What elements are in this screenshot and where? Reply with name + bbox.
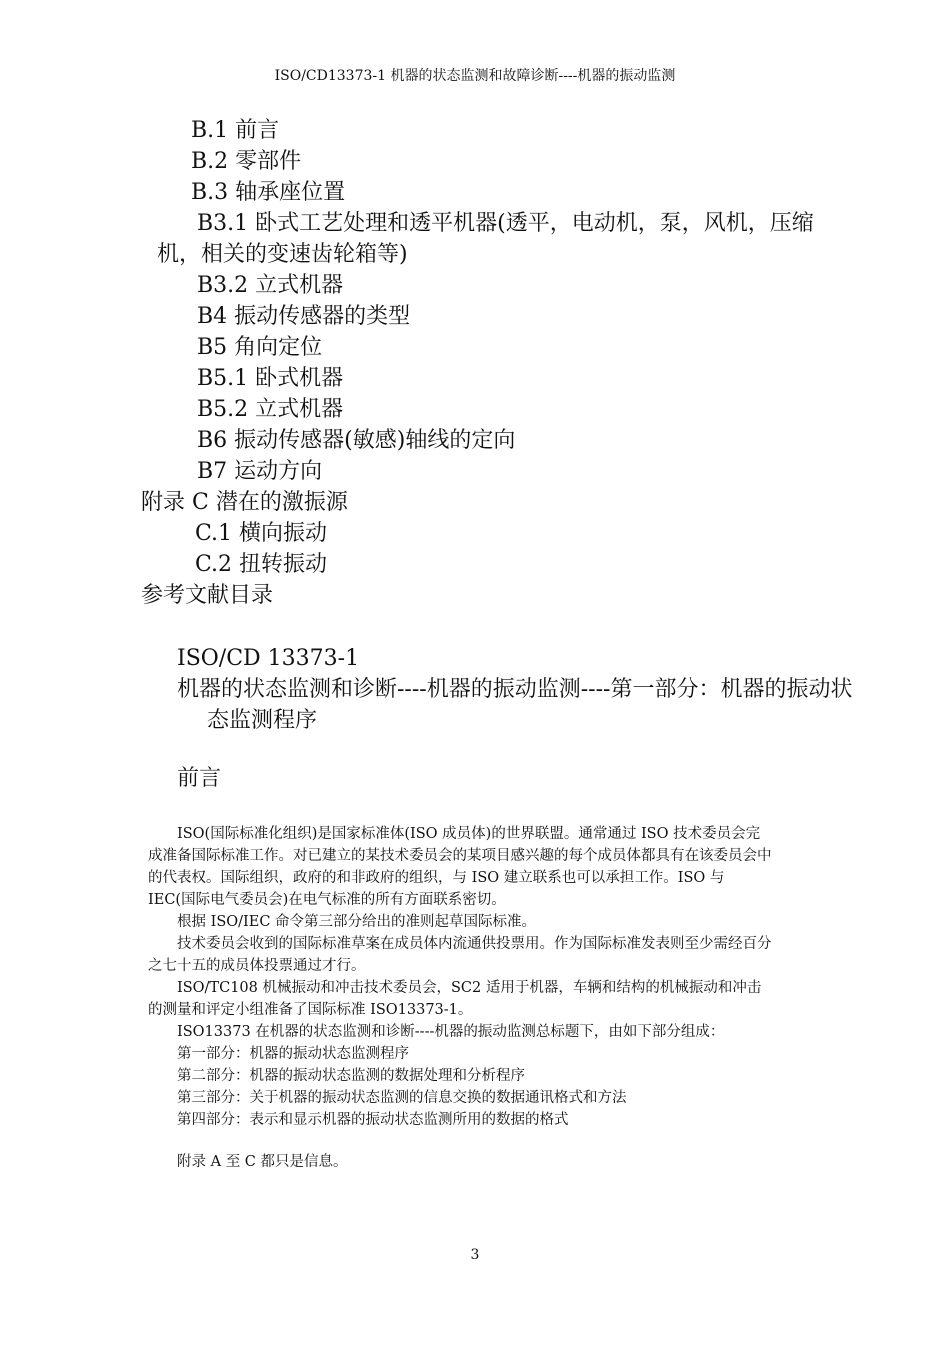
toc-item-b7: B7 运动方向	[197, 459, 323, 484]
toc-item-b5: B5 角向定位	[197, 335, 323, 360]
foreword-part-1: 第一部分：机器的振动状态监测程序	[177, 1046, 409, 1062]
document-code: ISO/CD 13373-1	[177, 646, 360, 671]
foreword-part-2: 第二部分：机器的振动状态监测的数据处理和分析程序	[177, 1068, 525, 1084]
toc-item-bibliography: 参考文献目录	[141, 583, 274, 608]
toc-item-c1: C.1 横向振动	[195, 521, 328, 546]
foreword-annex-note: 附录 A 至 C 都只是信息。	[177, 1154, 348, 1170]
toc-item-b6: B6 振动传感器(敏感)轴线的定向	[197, 428, 516, 453]
foreword-part-4: 第四部分：表示和显示机器的振动状态监测所用的数据的格式	[177, 1112, 569, 1128]
toc-item-b5-2: B5.2 立式机器	[197, 397, 344, 422]
foreword-paragraph-committee: ISO/TC108 机械振动和冲击技术委员会，SC2 适用于机器，车辆和结构的机械振动和冲击的测量和评定小组准备了国际标准 ISO13373-1。	[148, 980, 762, 1018]
toc-item-c2: C.2 扭转振动	[195, 552, 328, 577]
toc-item-b5-1: B5.1 卧式机器	[197, 366, 344, 391]
foreword-paragraph-voting: 技术委员会收到的国际标准草案在成员体内流通供投票用。作为国际标准发表则至少需经百分之七十五的成员体投票通过才行。	[148, 936, 772, 974]
foreword-paragraph-structure: ISO13373 在机器的状态监测和诊断----机器的振动监测总标题下，由如下部分组成：	[177, 1024, 725, 1040]
toc-item-b3-1: B3.1 卧式工艺处理和透平机器(透平，电动机，泵，风机，压缩机，相关的变速齿轮箱等)	[157, 211, 814, 267]
foreword-heading: 前言	[177, 766, 222, 791]
toc-item-b2: B.2 零部件	[191, 149, 302, 174]
toc-item-b3-2: B3.2 立式机器	[197, 273, 344, 298]
foreword-body	[148, 823, 773, 1173]
page-number: 3	[470, 1247, 480, 1263]
paragraph-spacer	[148, 1131, 773, 1151]
toc-item-b4: B4 振动传感器的类型	[197, 304, 411, 329]
foreword-part-3: 第三部分：关于机器的振动状态监测的信息交换的数据通讯格式和方法	[177, 1090, 627, 1106]
toc-item-annex-c: 附录 C 潜在的激振源	[141, 490, 348, 515]
foreword-paragraph-iso: ISO(国际标准化组织)是国家标准体(ISO 成员体)的世界联盟。通常通过 ISO 技术委员会完成准备国际标准工作。对已建立的某技术委员会的某项目感兴趣的每个成员体都具有在该委员会中的代表权。国际组织，政府的和非政府的组织，与 ISO 建立联系也可以承担工作。ISO 与 IEC(国际电气委员会)在电气标准的所有方面联系密切。	[148, 826, 772, 908]
document-title: 机器的状态监测和诊断----机器的振动监测----第一部分：机器的振动状态监测程序	[177, 677, 853, 733]
toc-item-b3: B.3 轴承座位置	[191, 180, 346, 205]
table-of-contents	[0, 115, 950, 611]
running-header: ISO/CD13373-1 机器的状态监测和故障诊断----机器的振动监测	[274, 68, 676, 84]
document-heading	[0, 643, 950, 736]
foreword-paragraph-directives: 根据 ISO/IEC 命令第三部分给出的准则起草国际标准。	[177, 914, 537, 930]
toc-item-b1: B.1 前言	[191, 118, 280, 143]
